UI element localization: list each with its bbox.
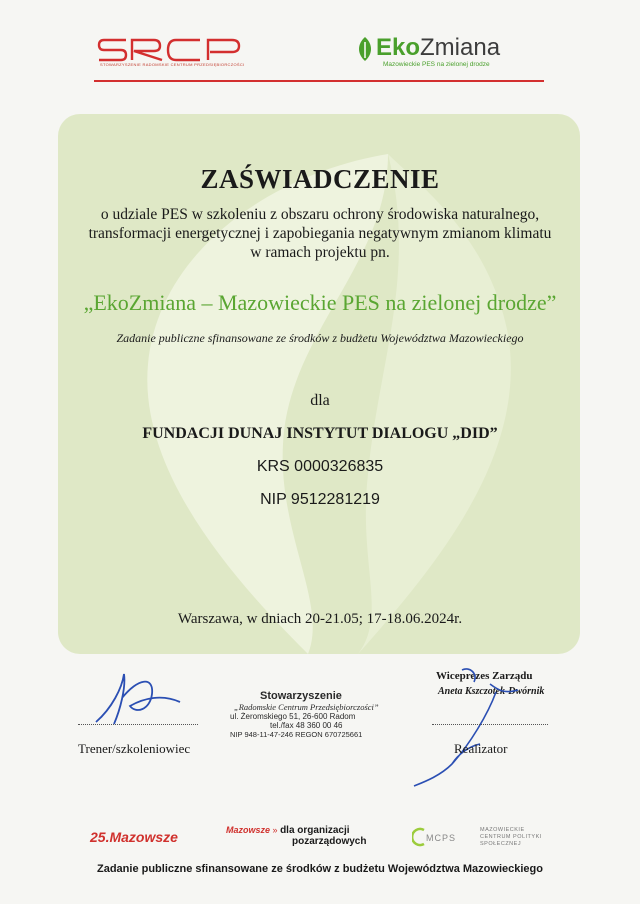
krs-number: KRS 0000326835: [256, 458, 384, 475]
mcps-logo: [412, 827, 542, 852]
mcps-mark-icon: [412, 827, 426, 847]
organization-stamp: [224, 690, 384, 739]
ekozmiana-tagline: Mazowieckie PES na zielonej drodze: [383, 61, 490, 68]
srcp-subtitle: STOWARZYSZENIE RADOMSKIE CENTRUM PRZEDSIĘBIORCZOŚCI: [100, 62, 245, 67]
place-and-date: Warszawa, w dniach 20-21.05; 17-18.06.2024r.: [177, 611, 463, 627]
zmiana-part: Zmiana: [420, 34, 501, 61]
for-label: dla: [310, 392, 330, 409]
ngo-logo-text-1: dla organizacji: [280, 825, 350, 836]
project-name: „EkoZmiana – Mazowieckie PES na zielonej drodze”: [83, 290, 557, 315]
trainer-signature-icon: [92, 668, 188, 730]
certificate-title: ZAŚWIADCZENIE: [200, 164, 440, 194]
stamp-line-5: NIP 948-11-47-246 REGON 670725661: [230, 730, 363, 739]
leaf-watermark-icon: [58, 114, 580, 654]
vice-president-title: Wiceprezes Zarządu: [436, 670, 533, 682]
funding-note: Zadanie publiczne sfinansowane ze środków z budżetu Województwa Mazowieckiego: [116, 331, 524, 345]
eko-part: Eko: [376, 34, 421, 61]
organization-name: FUNDACJI DUNAJ INSTYTUT DIALOGU „DID”: [142, 425, 498, 442]
mcps-label: MCPS: [426, 833, 457, 843]
srcp-logo-mark: [96, 36, 246, 64]
stamp-line-4: tel./fax 48 360 00 46: [270, 721, 343, 730]
stamp-line-1: Stowarzyszenie: [260, 690, 342, 702]
mazowsze-ngo-logo: Mazowsze » dla organizacji pozarządowych: [226, 825, 367, 847]
mcps-sub-3: SPOŁECZNEJ: [480, 841, 522, 847]
trainer-signature-line: [78, 724, 198, 725]
nip-number: NIP 9512281219: [260, 491, 380, 508]
header-divider: [94, 80, 544, 82]
ngo-logo-text-2: pozarządowych: [292, 836, 367, 847]
realizator-caption: Realizator: [454, 741, 508, 756]
stamp-line-2: „Radomskie Centrum Przedsiębiorczości”: [234, 702, 379, 712]
mazowsze-25-logo: 25.Mazowsze: [90, 829, 178, 845]
vice-president-name: Aneta Kszczotek-Dwórnik: [438, 686, 545, 697]
ekozmiana-logo: [356, 34, 546, 74]
mcps-subtitle: [480, 827, 542, 848]
realizator-signature-line: [432, 724, 548, 725]
trainer-caption: Trener/szkoleniowiec: [78, 741, 191, 756]
green-background-panel: [58, 114, 580, 654]
intro-line-3: w ramach projektu pn.: [250, 244, 390, 261]
srcp-logo: [96, 36, 246, 76]
intro-line-2: transformacji energetycznej i zapobiegania negatywnym zmianom klimatu: [88, 225, 552, 242]
realizator-signature-icon: [400, 664, 550, 794]
leaf-icon: [356, 36, 374, 62]
mcps-sub-2: CENTRUM POLITYKI: [480, 834, 542, 840]
ekozmiana-wordmark: [376, 34, 500, 62]
mcps-sub-1: MAZOWIECKIE: [480, 827, 525, 833]
intro-line-1: o udziale PES w szkoleniu z obszaru ochrony środowiska naturalnego,: [100, 206, 540, 223]
ngo-logo-mazowsze: Mazowsze: [226, 825, 271, 835]
footer-funding-note: Zadanie publiczne sfinansowane ze środków z budżetu Województwa Mazowieckiego: [97, 863, 543, 875]
stamp-line-3: ul. Żeromskiego 51, 26-600 Radom: [230, 712, 356, 721]
